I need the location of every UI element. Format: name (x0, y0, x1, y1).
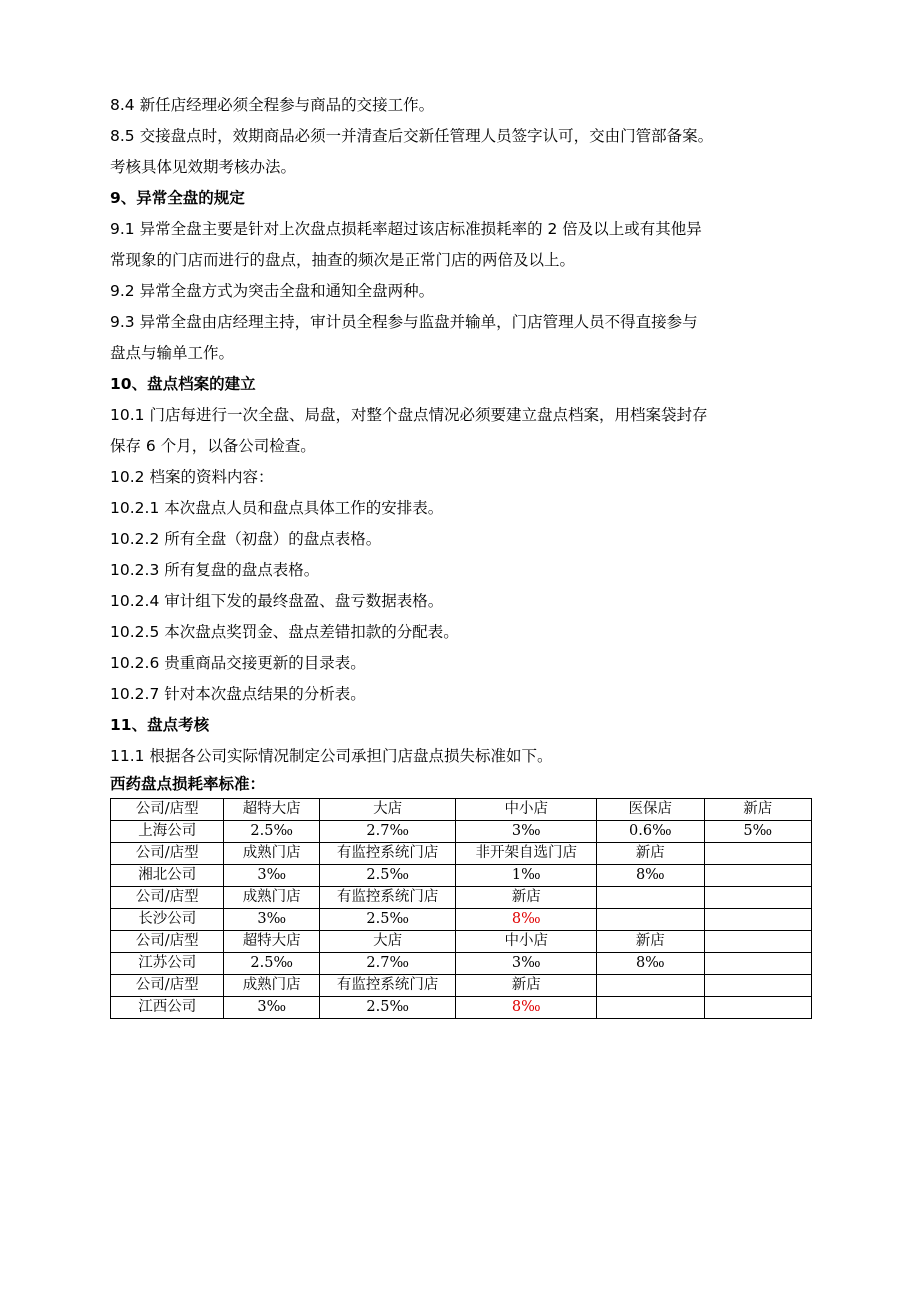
table-cell: 3‰ (224, 997, 319, 1019)
table-cell: 公司/店型 (111, 887, 224, 909)
paragraph-10-1-cont: 保存 6 个月，以备公司检查。 (110, 437, 316, 455)
table-cell: 公司/店型 (111, 843, 224, 865)
table-cell (704, 953, 811, 975)
table-cell: 新店 (704, 799, 811, 821)
table-cell: 公司/店型 (111, 931, 224, 953)
paragraph-10-2: 10.2 档案的资料内容： (110, 468, 274, 486)
table-cell: 江西公司 (111, 997, 224, 1019)
table-cell: 长沙公司 (111, 909, 224, 931)
paragraph-10-2-3: 10.2.3 所有复盘的盘点表格。 (110, 561, 320, 579)
paragraph-10-2-7: 10.2.7 针对本次盘点结果的分析表。 (110, 685, 366, 703)
paragraph-9-1-cont: 常现象的门店而进行的盘点，抽查的频次是正常门店的两倍及以上。 (110, 251, 576, 269)
paragraph-9-3: 9.3 异常全盘由店经理主持，审计员全程参与监盘并输单，门店管理人员不得直接参与 (110, 313, 698, 331)
table-cell: 2.5‰ (224, 821, 319, 843)
text-body (110, 90, 812, 772)
table-title: 西药盘点损耗率标准： (110, 775, 266, 793)
table-row (111, 865, 812, 887)
table-cell (704, 865, 811, 887)
table-cell: 新店 (456, 887, 597, 909)
table-cell: 医保店 (597, 799, 704, 821)
paragraph-8-5-cont: 考核具体见效期考核办法。 (110, 158, 297, 176)
table-cell: 新店 (456, 975, 597, 997)
paragraph-10-2-4: 10.2.4 审计组下发的最终盘盈、盘亏数据表格。 (110, 592, 444, 610)
table-cell (597, 887, 704, 909)
table-row (111, 975, 812, 997)
table-cell: 新店 (597, 843, 704, 865)
section-heading-10: 10、盘点档案的建立 (110, 375, 256, 393)
table-cell (704, 843, 811, 865)
table-cell: 2.5‰ (224, 953, 319, 975)
paragraph-8-4: 8.4 新任店经理必须全程参与商品的交接工作。 (110, 96, 435, 114)
table-cell (704, 997, 811, 1019)
section-heading-11: 11、盘点考核 (110, 716, 210, 734)
table-cell: 5‰ (704, 821, 811, 843)
table-cell: 中小店 (456, 931, 597, 953)
paragraph-9-3-cont: 盘点与输单工作。 (110, 344, 235, 362)
table-cell: 成熟门店 (224, 975, 319, 997)
table-cell: 超特大店 (224, 931, 319, 953)
section-heading-9: 9、异常全盘的规定 (110, 189, 245, 207)
table-cell: 大店 (319, 931, 456, 953)
table-cell: 江苏公司 (111, 953, 224, 975)
table-cell: 8‰ (597, 953, 704, 975)
paragraph-10-2-2: 10.2.2 所有全盘（初盘）的盘点表格。 (110, 530, 382, 548)
table-cell: 上海公司 (111, 821, 224, 843)
table-cell: 有监控系统门店 (319, 887, 456, 909)
paragraph-10-2-5: 10.2.5 本次盘点奖罚金、盘点差错扣款的分配表。 (110, 623, 459, 641)
table-cell: 8‰ (597, 865, 704, 887)
table-cell: 有监控系统门店 (319, 975, 456, 997)
paragraph-9-1: 9.1 异常全盘主要是针对上次盘点损耗率超过该店标准损耗率的 2 倍及以上或有其他异 (110, 220, 702, 238)
loss-rate-table-body (111, 799, 812, 1019)
table-cell: 超特大店 (224, 799, 319, 821)
table-cell: 3‰ (224, 909, 319, 931)
table-cell: 0.6‰ (597, 821, 704, 843)
table-cell-highlight: 8‰ (456, 997, 597, 1019)
table-cell: 1‰ (456, 865, 597, 887)
table-cell: 大店 (319, 799, 456, 821)
table-cell: 成熟门店 (224, 887, 319, 909)
document-page (110, 90, 812, 1019)
table-cell (704, 887, 811, 909)
paragraph-10-2-1: 10.2.1 本次盘点人员和盘点具体工作的安排表。 (110, 499, 444, 517)
table-row (111, 997, 812, 1019)
table-row (111, 931, 812, 953)
table-cell: 成熟门店 (224, 843, 319, 865)
table-cell: 2.5‰ (319, 865, 456, 887)
table-row (111, 799, 812, 821)
table-row (111, 887, 812, 909)
paragraph-11-1: 11.1 根据各公司实际情况制定公司承担门店盘点损失标准如下。 (110, 747, 553, 765)
table-cell: 有监控系统门店 (319, 843, 456, 865)
table-row (111, 909, 812, 931)
table-cell (704, 909, 811, 931)
table-row (111, 843, 812, 865)
table-cell-highlight: 8‰ (456, 909, 597, 931)
table-cell: 公司/店型 (111, 975, 224, 997)
table-row (111, 953, 812, 975)
paragraph-10-1: 10.1 门店每进行一次全盘、局盘，对整个盘点情况必须要建立盘点档案，用档案袋封存 (110, 406, 708, 424)
table-cell: 3‰ (224, 865, 319, 887)
paragraph-8-5: 8.5 交接盘点时，效期商品必须一并清查后交新任管理人员签字认可，交由门管部备案。 (110, 127, 714, 145)
paragraph-10-2-6: 10.2.6 贵重商品交接更新的目录表。 (110, 654, 366, 672)
table-cell (704, 931, 811, 953)
table-cell (597, 975, 704, 997)
table-cell: 新店 (597, 931, 704, 953)
paragraph-9-2: 9.2 异常全盘方式为突击全盘和通知全盘两种。 (110, 282, 435, 300)
loss-rate-table (110, 798, 812, 1019)
table-cell: 3‰ (456, 821, 597, 843)
table-cell: 湘北公司 (111, 865, 224, 887)
table-cell (704, 975, 811, 997)
table-cell: 2.7‰ (319, 821, 456, 843)
table-cell: 中小店 (456, 799, 597, 821)
table-cell (597, 909, 704, 931)
table-cell (597, 997, 704, 1019)
table-cell: 非开架自选门店 (456, 843, 597, 865)
table-cell: 2.5‰ (319, 997, 456, 1019)
table-cell: 2.7‰ (319, 953, 456, 975)
table-row (111, 821, 812, 843)
table-cell: 公司/店型 (111, 799, 224, 821)
table-cell: 2.5‰ (319, 909, 456, 931)
table-cell: 3‰ (456, 953, 597, 975)
